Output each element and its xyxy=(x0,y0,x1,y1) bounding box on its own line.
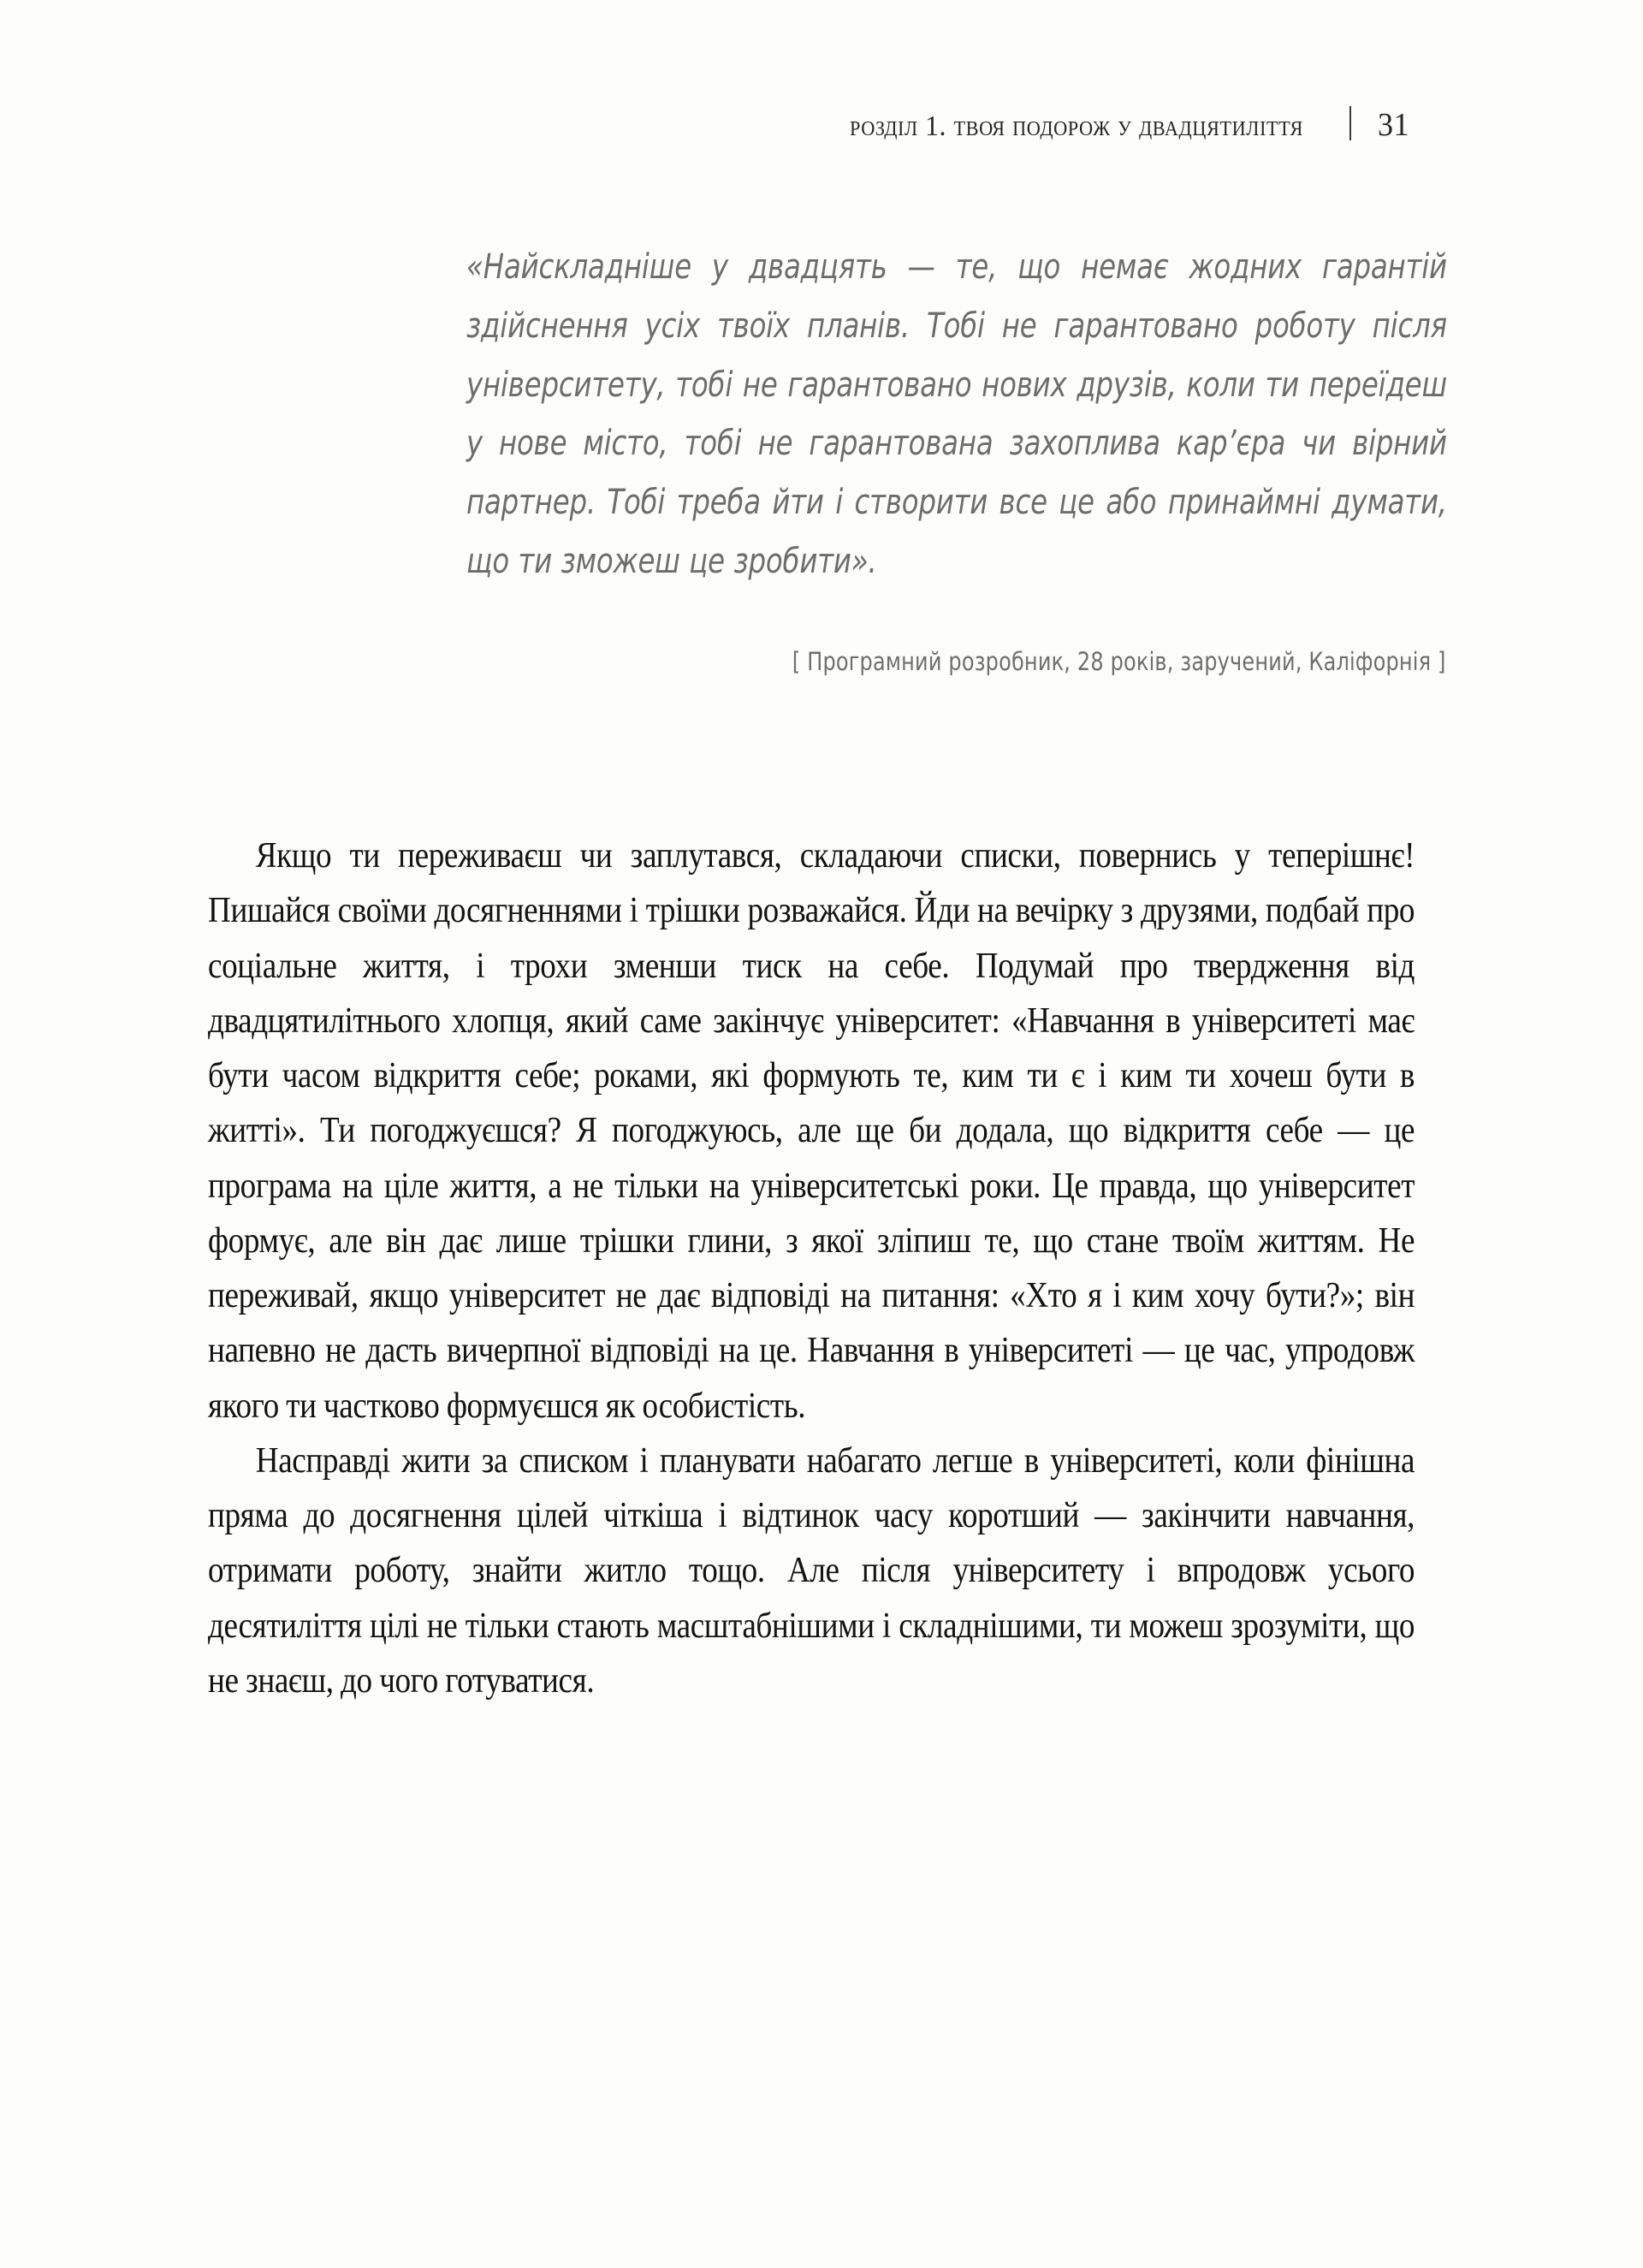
body-text xyxy=(208,828,1415,1708)
body-paragraph: Якщо ти переживаєш чи заплутався, складаючи списки, повернись у теперішнє! Пишайся своїми досягненнями і трішки розважайся. Йди на вечірку з друзями, подбай про соціальне життя, і трохи зменши тиск на себе. Подумай про твердження від двадцятилітнього хлопця, який саме закінчує університет: «Навчання в університеті має бути часом відкриття себе; роками, які формують те, ким ти є і ким ти хочеш бути в житті». Ти погоджуєшся? Я погоджуюсь, але ще би додала, що відкриття себе — це програма на ціле життя, а не тільки на університетські роки. Це правда, що університет формує, але він дає лише трішки глини, з якої зліпиш те, що стане твоїм життям. Не переживай, якщо університет не дає відповіді на питання: «Хто я і ким хочу бути?»; він напевно не дасть вичерпної відповіді на це. Навчання в університеті — це час, упродовж якого ти частково формуєшся як особистість. xyxy=(208,836,1415,1426)
running-head-chapter-title: розділ 1. твоя подорож у двадцятиліття xyxy=(850,110,1304,142)
pull-quote-attribution: [ Програмний розробник, 28 років, заручений, Каліфорнія ] xyxy=(792,646,1446,676)
body-paragraph: Насправді жити за списком і планувати набагато легше в університеті, коли фінішна пряма до досягнення цілей чіткіша і відтинок часу коротший — закінчити навчання, отримати роботу, знайти житло тощо. Але після університету і впродовж усього десятиліття цілі не тільки стають масштабнішими і складнішими, ти можеш зрозуміти, що не знаєш, до чого готуватися. xyxy=(208,1440,1415,1701)
running-head xyxy=(208,101,1410,151)
pull-quote-text: «Найскладніше у двадцять — те, що немає жодних гарантій здійснення усіх твоїх планів. Тобі не гарантовано роботу після університету, тобі не гарантовано нових друзів, коли ти переїдеш у нове місто, тобі не гарантована захоплива кар’єра чи вірний партнер. Тобі треба йти і створити все це або принаймні думати, що ти зможеш це зробити». xyxy=(466,247,1447,581)
page-number: 31 xyxy=(1377,107,1410,143)
running-head-separator-rule xyxy=(1349,106,1351,140)
pull-quote xyxy=(466,238,1446,679)
